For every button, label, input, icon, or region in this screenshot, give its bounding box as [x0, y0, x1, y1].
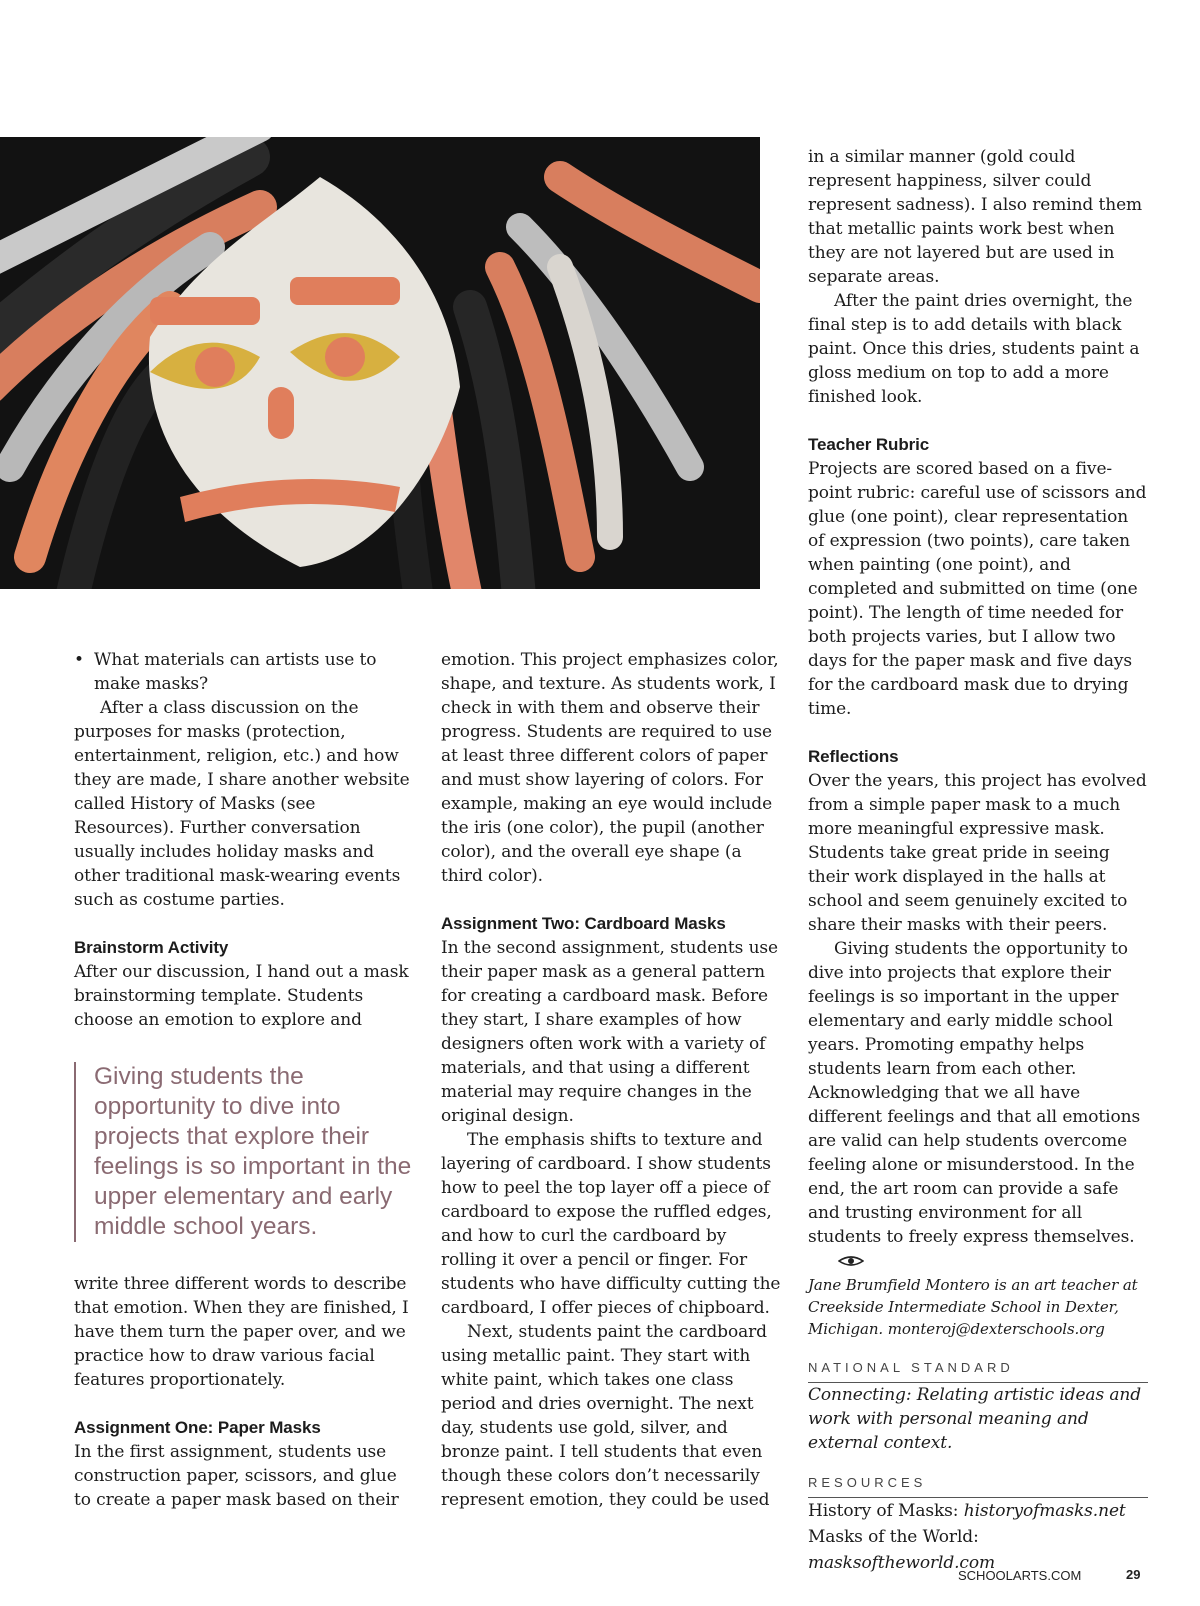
mask-illustration	[0, 137, 760, 589]
bullet-text: What materials can artists use to make masks?	[94, 650, 377, 694]
resources-label: RESOURCES	[808, 1471, 1148, 1498]
author-bio: Jane Brumfield Montero is an art teacher at Creekside Intermediate School in Dexter, Michigan. monteroj@dexterschools.org	[808, 1275, 1138, 1338]
paragraph: The emphasis shifts to texture and layering of cardboard. I show students how to peel the top layer off a piece of cardboard to expose the ruffled edges, and how to curl the cardboard by rolling it over a pencil or finger. For students who have difficulty cutting the cardboard, I offer pieces of chipboard.	[441, 1130, 781, 1318]
column-1-bottom	[74, 1272, 414, 1512]
closing-text: Giving students the opportunity to dive into projects that explore their feelings is so important in the upper elementary and early middle school years. Promoting empathy helps students learn from each other. Acknowledging that we all have different feelings and that all emotions are valid can help students overcome feeling alone or misunderstood. In the end, the art room can provide a safe and trusting environment for all students to freely express themselves.	[808, 939, 1141, 1247]
heading-reflections: Reflections	[808, 747, 899, 766]
paragraph: In the second assignment, students use their paper mask as a general pattern for creating a cardboard mask. Before they start, I share examples of how designers often work with a variety of materials, and that using a different material may require changes in the original design.	[441, 938, 778, 1126]
mask-artwork-photo	[0, 137, 760, 589]
bullet-item	[74, 648, 414, 696]
paragraph: Next, students paint the cardboard using metallic paint. They start with white paint, which takes one class period and dries overnight. The next day, students use gold, silver, and bronze paint. I tell students that even though these colors don’t necessarily represent emotion, they could be used	[441, 1322, 770, 1510]
resource-name: Masks of the World:	[808, 1526, 979, 1547]
page-number: 29	[1126, 1567, 1141, 1582]
pull-quote: Giving students the opportunity to dive into projects that explore their feelings is so important in the upper elementary and early middle school years.	[74, 1062, 424, 1242]
heading-assignment-two: Assignment Two: Cardboard Masks	[441, 914, 726, 933]
column-1-top	[74, 648, 414, 1032]
paragraph: In the first assignment, students use construction paper, scissors, and glue to create a paper mask based on their	[74, 1442, 399, 1510]
footer-site: SCHOOLARTS.COM	[958, 1568, 1082, 1583]
paragraph: Projects are scored based on a five-point rubric: careful use of scissors and glue (one point), clear representation of expression (two points), care taken when painting (one point), and completed and submitted on time (one point). The length of time needed for both projects varies, but I allow two days for the paper mask and five days for the cardboard mask due to drying time.	[808, 459, 1147, 719]
resource-name: History of Masks:	[808, 1500, 964, 1521]
paragraph: emotion. This project emphasizes color, shape, and texture. As students work, I check in with them and observe their progress. Students are required to use at least three different colors of paper and must show layering of colors. For example, making an eye would include the iris (one color), the pupil (another color), and the overall eye shape (a third color).	[441, 650, 779, 886]
column-3	[808, 145, 1148, 1576]
paragraph: After a class discussion on the purposes for masks (protection, entertainment, religion, etc.) and how they are made, I share another website called History of Masks (see Resources). Further conversation usually includes holiday masks and other traditional mask-wearing events such as costume parties.	[74, 698, 410, 910]
paragraph-closing	[808, 937, 1148, 1274]
paragraph: write three different words to describe that emotion. When they are finished, I have them turn the paper over, and we practice how to draw various facial features proportionately.	[74, 1274, 409, 1390]
paragraph: After our discussion, I hand out a mask brainstorming template. Students choose an emotion to explore and	[74, 962, 409, 1030]
paragraph: Over the years, this project has evolved from a simple paper mask to a much more meaningful expressive mask. Students take great pride in seeing their work displayed in the halls at school and seem genuinely excited to share their masks with their peers.	[808, 771, 1147, 935]
resource-link[interactable]: historyofmasks.net	[963, 1500, 1126, 1521]
paragraph: in a similar manner (gold could represent happiness, silver could represent sadness). I also remind them that metallic paints work best when they are not layered but are used in separate areas.	[808, 147, 1143, 287]
national-standard-text: Connecting: Relating artistic ideas and work with personal meaning and external context.	[808, 1384, 1142, 1453]
heading-brainstorm: Brainstorm Activity	[74, 938, 229, 957]
heading-teacher-rubric: Teacher Rubric	[808, 435, 930, 454]
national-standard-label: NATIONAL STANDARD	[808, 1356, 1148, 1383]
bullet-dot: •	[74, 650, 84, 670]
paragraph: After the paint dries overnight, the final step is to add details with black paint. Once this dries, students paint a gloss medium on top to add a more finished look.	[808, 291, 1140, 407]
resource-item	[808, 1498, 1148, 1524]
resource-link[interactable]: masksoftheworld.com	[808, 1552, 995, 1573]
column-2	[441, 648, 781, 1512]
end-mark-icon	[812, 1250, 864, 1274]
heading-assignment-one: Assignment One: Paper Masks	[74, 1418, 321, 1437]
